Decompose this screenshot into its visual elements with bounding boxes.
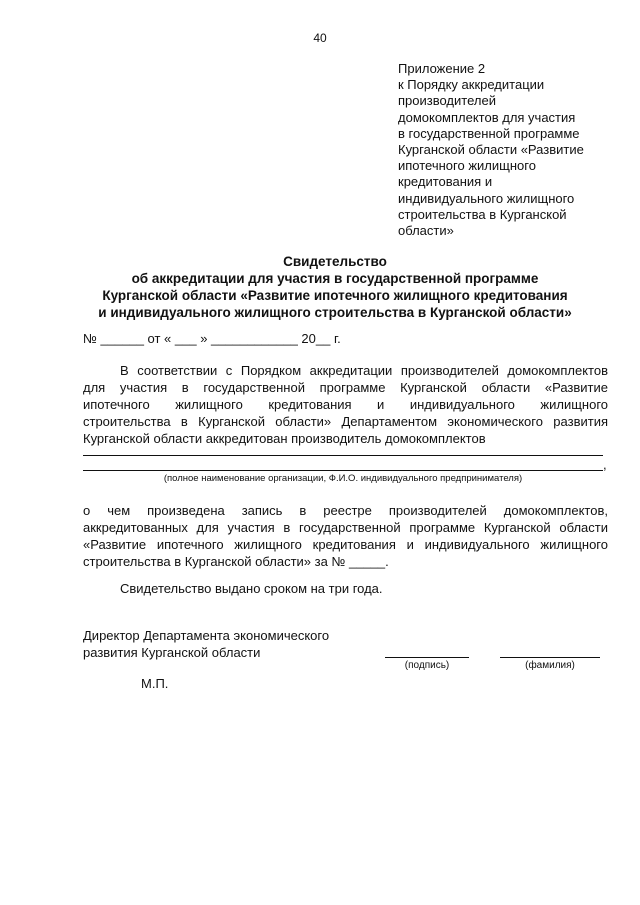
appendix-line: домокомплектов для участия [398, 109, 576, 125]
validity-statement: Свидетельство выдано сроком на три года. [120, 581, 383, 596]
appendix-line: ипотечного жилищного [398, 158, 536, 174]
paragraph-line: строительства в Курганской области» Департаментом экономического развития [83, 414, 608, 429]
registry-paragraph [83, 502, 608, 570]
organization-hint: (полное наименование организации, Ф.И.О. индивидуального предпринимателя) [163, 473, 523, 484]
organization-name-line [83, 470, 603, 471]
paragraph-line: о чем произведена запись в реестре производителей домокомплектов, [83, 503, 608, 518]
title-line: и индивидуального жилищного строительства в Курганской области» [98, 305, 572, 320]
director-line: Директор Департамента экономического [83, 628, 330, 643]
director-title [83, 627, 329, 661]
appendix-line: строительства в Курганской [398, 206, 567, 222]
paragraph-line: аккредитованных для участия в государственной программе Курганской области [83, 520, 608, 535]
organization-name-line [83, 455, 603, 456]
signature-label: (подпись) [404, 660, 450, 671]
title-line: об аккредитации для участия в государственной программе [131, 271, 539, 286]
page-number: 40 [313, 31, 327, 45]
signature-line [385, 657, 469, 658]
paragraph-line: Курганской области аккредитован производитель домокомплектов [83, 431, 486, 446]
appendix-line: области» [398, 223, 454, 239]
director-line: развития Курганской области [83, 645, 261, 660]
appendix-line: к Порядку аккредитации [398, 77, 545, 93]
appendix-line: Приложение 2 [398, 61, 486, 76]
appendix-header [398, 61, 630, 239]
paragraph-line: строительства в Курганской области» за № _____. [83, 554, 389, 569]
title-line: Свидетельство [283, 254, 387, 269]
accreditation-paragraph [83, 362, 608, 447]
paragraph-line: для участия в государственной программе Курганской области «Развитие [83, 380, 608, 395]
surname-line [500, 657, 600, 658]
appendix-line: кредитования и [398, 174, 493, 190]
document-title [60, 253, 610, 321]
certificate-number-line: № ______ от « ___ » ____________ 20__ г. [83, 331, 341, 346]
surname-label: (фамилия) [525, 660, 575, 671]
paragraph-line: «Развитие ипотечного жилищного кредитования и индивидуального жилищного [83, 537, 608, 552]
appendix-line: индивидуального жилищного [398, 190, 575, 206]
appendix-line: в государственной программе [398, 125, 580, 141]
appendix-line: Курганской области «Развитие [398, 142, 584, 158]
org-line-comma: , [603, 457, 607, 472]
appendix-line: производителей [398, 93, 496, 109]
paragraph-line: ипотечного жилищного кредитования и индивидуального жилищного [83, 397, 608, 412]
title-line: Курганской области «Развитие ипотечного жилищного кредитования [102, 288, 568, 303]
paragraph-line: В соответствии с Порядком аккредитации производителей домокомплектов [120, 363, 608, 378]
stamp-place: М.П. [141, 676, 169, 691]
